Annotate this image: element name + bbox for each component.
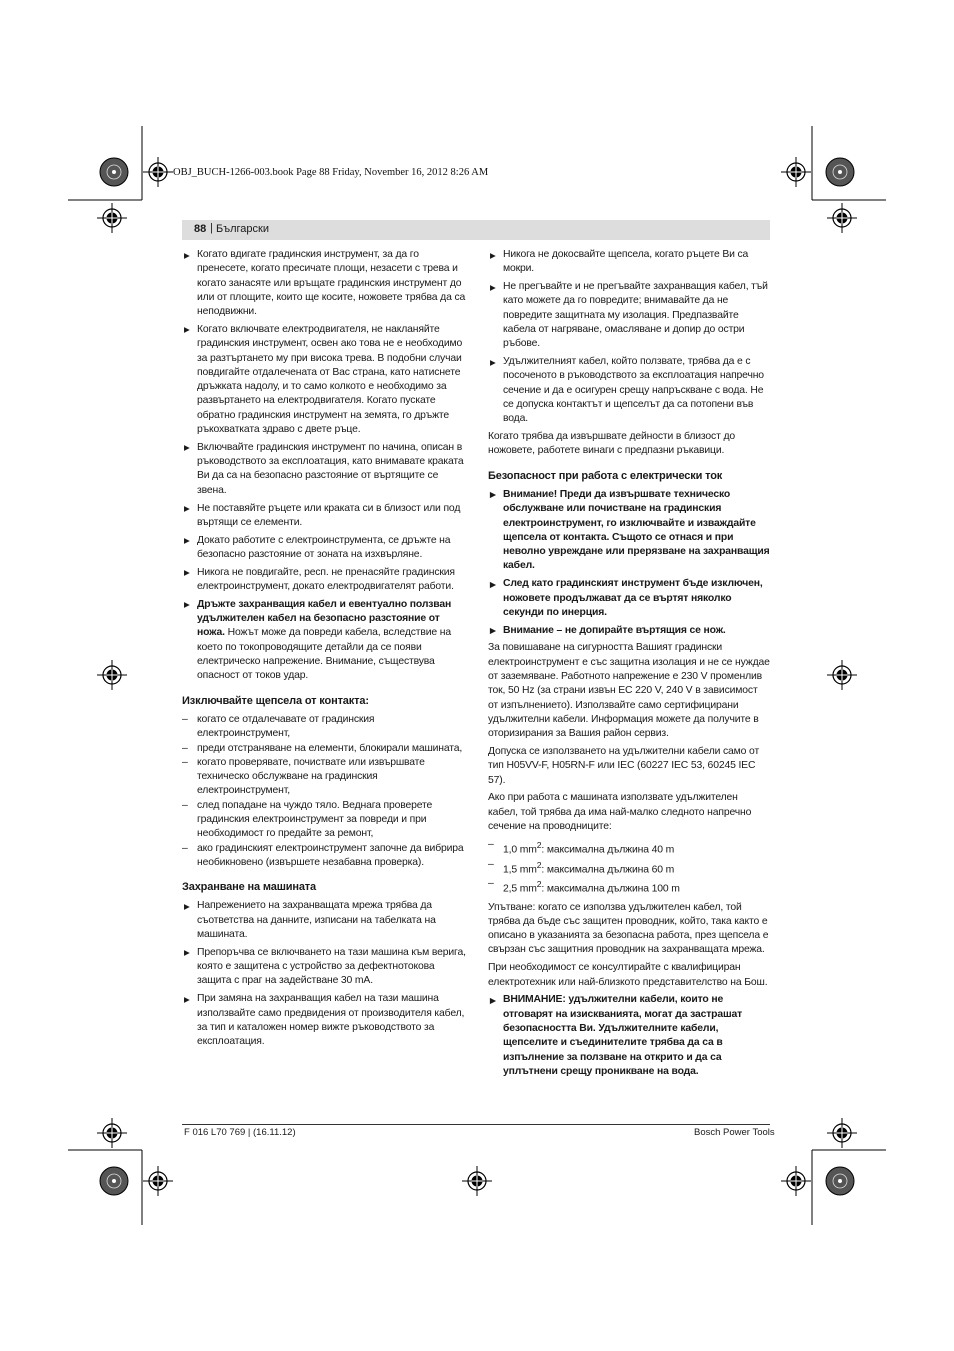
unplug-item: – след попадане на чуждо тяло. Веднага проверете градинския електроинструмент за повреди и при необходимост го предайте за ремонт, bbox=[182, 799, 466, 842]
safety-bullet: ▶ Удължителният кабел, който ползвате, трябва да е с посоченото в ръководството за експлоатация напречно сечение и да е осигурен срещу напръскване с вода. Не се допуска контактът и щепселът да са потопени във вода. bbox=[488, 355, 770, 426]
footer-brand: Bosch Power Tools bbox=[694, 1127, 775, 1138]
electric-warning-bullet: ▶ Внимание – не допирайте въртящия се нож. bbox=[488, 624, 770, 638]
consult-note: При необходимост се консултирайте с квалифициран електротехник или най-близкото представителство на Бош. bbox=[488, 962, 768, 988]
cable-safety-text: Ножът може да повреди кабела, вследствие на което по токопроводящите детайли да се появи електрическо напрежение. Внимание, съществува опасност от токов удар. bbox=[197, 627, 452, 682]
power-bullet: ▶ Напрежението на захранващата мрежа трябва да съответства на данните, изписани на табелката на машината. bbox=[182, 899, 466, 942]
header-separator: | bbox=[210, 222, 213, 234]
page-header-bar bbox=[182, 220, 770, 240]
cable-size-item: – 2,5 $mm^2$: максимална дължина 100 m bbox=[488, 877, 770, 897]
cable-section-paragraph: Ако при работа с машината използвате удължителен кабел, той трябва да има най-малко следното напречно сечение на проводниците: bbox=[488, 792, 752, 832]
cable-types-paragraph: Допуска се използването на удължителни кабели само от тип H05VV-F, H05RN-F или IEC (60227 IEC 53, 60245 IEC 57). bbox=[488, 746, 760, 786]
safety-bullet: ▶ Когато включвате електродвигателя, не накланяйте градинския инструмент, освен ако това не е необходимо за разтъртането му при висока трева. В подобни случаи повдигайте отдалечената от Вас страна, като натиснете дръжката надолу, и то само колкото е необходимо за развъртането на електродвигателя. Когато пускате обратно градинския инструмент на земята, го дръжте ръкохватката здраво с двете ръце. bbox=[182, 323, 466, 437]
electric-warning-bullet: ▶ След като градинският инструмент бъде изключен, ножовете продължават да се въртят няколко секунди по инерция. bbox=[488, 577, 770, 620]
safety-bullet: ▶ Докато работите с електроинструмента, се дръжте на безопасно разстояние от зоната на изхвърляне. bbox=[182, 534, 466, 563]
power-bullet: ▶ При замяна на захранващия кабел на тази машина използвайте само предвидения от производителя кабел, за тип и каталожен номер вижте ръководството за експлоатация. bbox=[182, 992, 466, 1049]
header-language: Български bbox=[216, 223, 269, 235]
cable-safety-bullet bbox=[182, 598, 466, 684]
right-column bbox=[488, 248, 770, 1083]
safety-bullet: ▶ Никога не повдигайте, респ. не пренасяйте градинския електроинструмент, докато електродвигателят работи. bbox=[182, 566, 466, 595]
safety-bullet: ▶ Не прегъвайте и не прегъвайте захранващия кабел, тъй като можете да го повредите; внимавайте да не повредите защитната му изолация. Предпазвайте кабела от нагряване, омасляване и допир до остри ръбове. bbox=[488, 280, 770, 351]
power-heading: Захранване на машината bbox=[182, 881, 316, 894]
safety-bullet: ▶ Не поставяйте ръцете или краката си в близост или под въртящи се елементи. bbox=[182, 502, 466, 531]
safety-bullet: ▶ Никога не докосвайте щепсела, когато ръцете Ви са мокри. bbox=[488, 248, 770, 277]
ground-wire-note: Упътване: когато се използва удължителен кабел, той трябва да бъде със защитен проводник, който, така както е описано в указанията за безопасна работа, през щепсела е свързан със защитния проводник на захранващата мрежа. bbox=[488, 901, 769, 956]
footer-rule bbox=[182, 1124, 770, 1125]
footer-doc-code: F 016 L70 769 | (16.11.12) bbox=[184, 1127, 296, 1138]
unplug-item: – ако градинският електроинструмент започне да вибрира необикновено (извършете незабавна проверка). bbox=[182, 842, 466, 871]
insulation-paragraph: За повишаване на сигурността Вашият градински електроинструмент е със защитна изолация и не се нуждае от заземяване. Работното напрежение е 230 V променлив ток, 50 Hz (за страни извън ЕС 220 V, 240 V в зависимост от изпълнението). Използвайте само сертифицирани удължителни кабели. Информация можете да получите в оторизирания за Вашия район сервиз. bbox=[488, 642, 770, 740]
page-number: 88 bbox=[194, 223, 207, 235]
gloves-note: Когато трябва да извършвате дейности в близост до ножовете, работете винаги с предпазни ръкавици. bbox=[488, 431, 735, 457]
unplug-item: – когато се отдалечавате от градинския електроинструмент, bbox=[182, 713, 466, 742]
safety-bullet: ▶ Включвайте градинския инструмент по начина, описан в ръководството за експлоатация, като внимавате краката Ви да са на безопасно разстояние от въртящите се звена. bbox=[182, 441, 466, 498]
print-info-line: OBJ_BUCH-1266-003.book Page 88 Friday, November 16, 2012 8:26 AM bbox=[173, 167, 489, 178]
electric-warning-bullet: ▶ Внимание! Преди да извършвате техническо обслужване или почистване на градинския електроинструмент, го изключвайте и изваждайте щепсела от контакта. Същото се отнася и при неволно увреждане или прерязване на захранващия кабел. bbox=[488, 488, 770, 574]
cable-size-item: – 1,0 $mm^2$: максимална дължина 40 m bbox=[488, 838, 770, 858]
left-column bbox=[182, 248, 466, 1053]
electric-safety-heading: Безопасност при работа с електрически ток bbox=[488, 469, 723, 482]
unplug-heading: Изключвайте щепсела от контакта: bbox=[182, 694, 369, 707]
cable-size-item: – 1,5 $mm^2$: максимална дължина 60 m bbox=[488, 858, 770, 878]
cable-safety-bold: Дръжте захранващия кабел и евентуално ползван удължителен кабел на безопасно разстояние от ножа. bbox=[197, 598, 452, 639]
safety-bullet: ▶ Когато вдигате градинския инструмент, за да го пренесете, когато пресичате площи, незасети с трева и когато занасяте или връщате градинския инструмент до или от площите, които ще косите, ножовете трябва да са неподвижни. bbox=[182, 248, 466, 319]
power-bullet: ▶ Препоръчва се включването на тази машина към верига, която е защитена с устройство за дефектнотокова защита с праг на задействане 30 mA. bbox=[182, 946, 466, 989]
unplug-item: – преди отстраняване на елементи, блокирали машината, bbox=[182, 742, 466, 756]
extension-cable-warning: ▶ ВНИМАНИЕ: удължителни кабели, които не отговарят на изискванията, могат да застрашат безопасността Ви. Удължителните кабели, щепселите и съединителите трябва да са в изпълнение за ползване на открито и да са уплътнени срещу проникване на вода. bbox=[488, 993, 770, 1079]
unplug-item: – когато проверявате, почиствате или извършвате техническо обслужване на градинския електроинструмент, bbox=[182, 756, 466, 799]
